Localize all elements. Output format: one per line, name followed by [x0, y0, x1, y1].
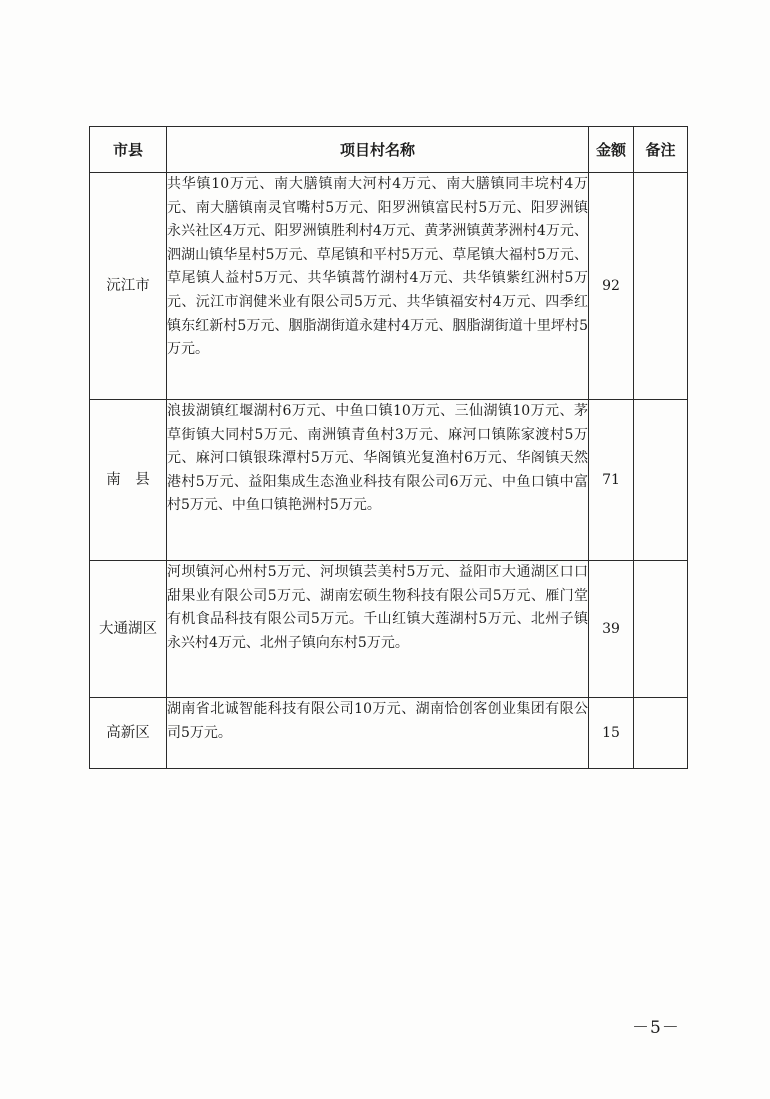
remark-cell [634, 561, 688, 698]
table-row [90, 698, 688, 769]
header-county: 市县 [90, 127, 167, 173]
amount-cell: 39 [589, 561, 634, 698]
remark-cell [634, 173, 688, 400]
header-amount: 金额 [589, 127, 634, 173]
table-header-row [90, 127, 688, 173]
amount-cell: 15 [589, 698, 634, 769]
project-cell: 河坝镇河心州村5万元、河坝镇芸美村5万元、益阳市大通湖区口口甜果业有限公司5万元、湖南宏硕生物科技有限公司5万元、雁门堂有机食品科技有限公司5万元。千山红镇大莲湖村5万元、北州子镇永兴村4万元、北州子镇向东村5万元。 [167, 561, 589, 698]
county-cell: 沅江市 [90, 173, 167, 400]
table-row [90, 173, 688, 400]
header-project: 项目村名称 [167, 127, 589, 173]
remark-cell [634, 698, 688, 769]
table-row [90, 400, 688, 561]
amount-cell: 71 [589, 400, 634, 561]
page-number: －5－ [632, 1018, 680, 1038]
project-cell: 浪拔湖镇红堰湖村6万元、中鱼口镇10万元、三仙湖镇10万元、茅草街镇大同村5万元、南洲镇青鱼村3万元、麻河口镇陈家渡村5万元、麻河口镇银珠潭村5万元、华阁镇光复渔村6万元、华阁镇天然港村5万元、益阳集成生态渔业科技有限公司6万元、中鱼口镇中富村5万元、中鱼口镇艳洲村5万元。 [167, 400, 589, 561]
header-remark: 备注 [634, 127, 688, 173]
county-cell: 高新区 [90, 698, 167, 769]
county-cell: 大通湖区 [90, 561, 167, 698]
project-cell: 湖南省北诚智能科技有限公司10万元、湖南恰创客创业集团有限公司5万元。 [167, 698, 589, 769]
allocation-table [89, 126, 688, 769]
county-cell: 南 县 [90, 400, 167, 561]
project-cell: 共华镇10万元、南大膳镇南大河村4万元、南大膳镇同丰垸村4万元、南大膳镇南灵官嘴村5万元、阳罗洲镇富民村5万元、阳罗洲镇永兴社区4万元、阳罗洲镇胜利村4万元、黄茅洲镇黄茅洲村4万元、泗湖山镇华星村5万元、草尾镇和平村5万元、草尾镇大福村5万元、草尾镇人益村5万元、共华镇蒿竹湖村4万元、共华镇紫红洲村5万元、沅江市润健米业有限公司5万元、共华镇福安村4万元、四季红镇东红新村5万元、胭脂湖街道永建村4万元、胭脂湖街道十里坪村5万元。 [167, 173, 589, 400]
table-row [90, 561, 688, 698]
amount-cell: 92 [589, 173, 634, 400]
remark-cell [634, 400, 688, 561]
